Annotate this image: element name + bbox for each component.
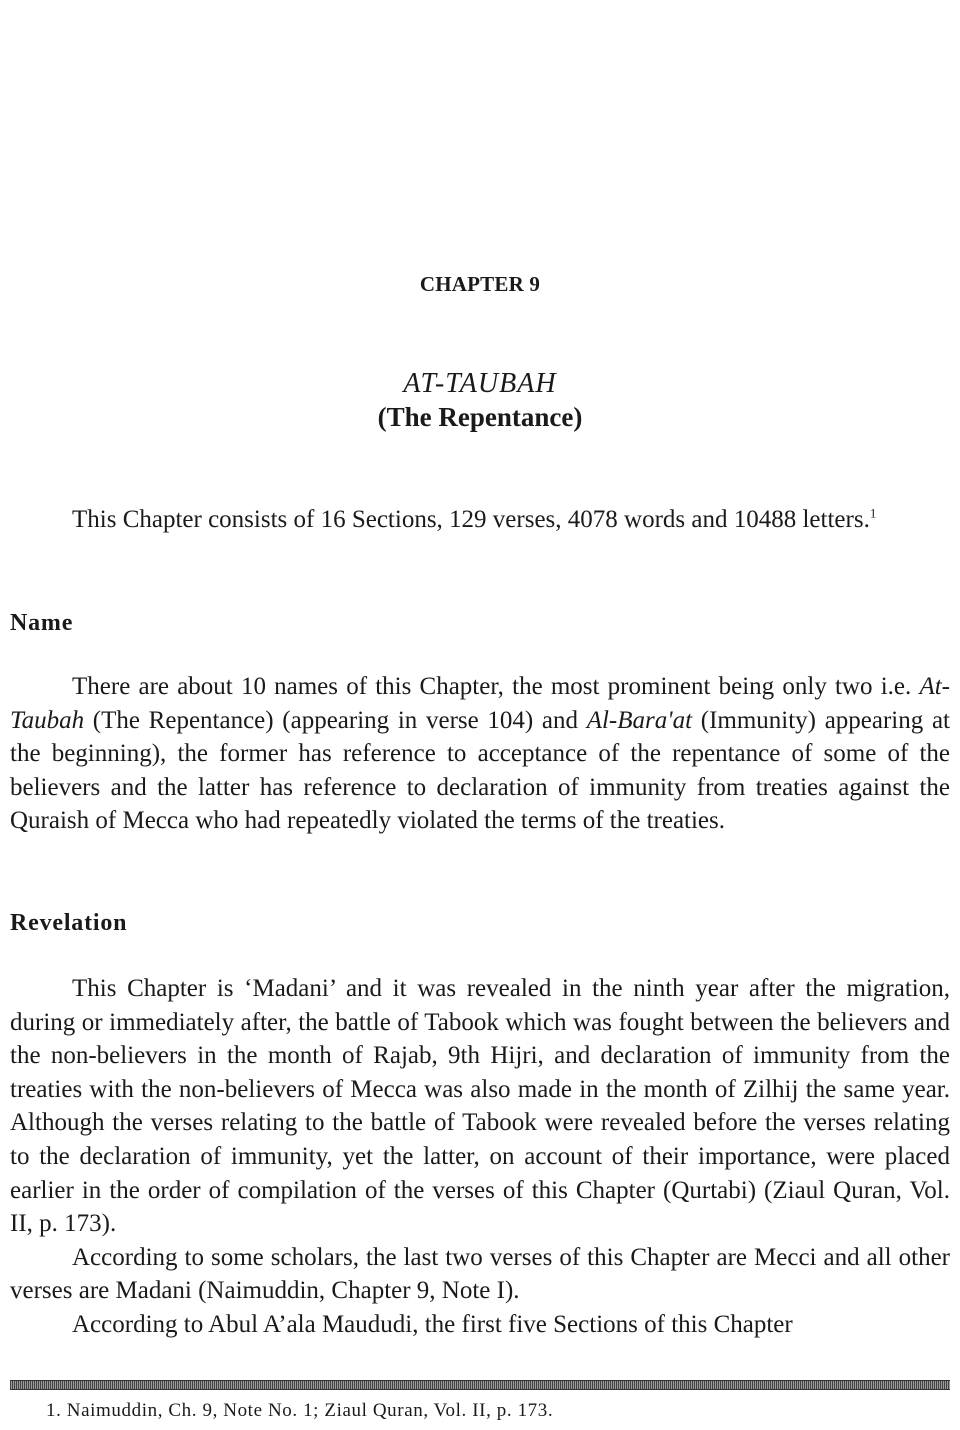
name-text-2: (The Repentance) (appearing in verse 104) and xyxy=(84,706,587,734)
revelation-paragraphs xyxy=(10,972,950,1342)
footnote-marker: 1 xyxy=(869,505,877,521)
chapter-subtitle: (The Repentance) xyxy=(377,402,583,432)
revelation-paragraph-3: According to Abul A’ala Maududi, the first five Sections of this Chapter xyxy=(72,1310,793,1338)
name-al-baraat: Al-Bara'at xyxy=(586,706,693,734)
revelation-paragraph-1: This Chapter is ‘Madani’ and it was revealed in the ninth year after the migration, during or immediately after, the battle of Tabook which was fought between the believers and the non-believers in the month of Rajab, 9th Hijri, and declaration of immunity from the treaties with the non-believers of Mecca was also made in the month of Zilhij the same year. Although the verses relating to the battle of Tabook were revealed before the verses relating to the declaration of immunity, yet the latter, on account of their importance, were placed earlier in the order of compilation of the verses of this Chapter (Qurtabi) (Ziaul Quran, Vol. II, p. 173). xyxy=(10,975,950,1238)
intro-paragraph xyxy=(10,503,950,537)
chapter-label: CHAPTER 9 xyxy=(419,272,541,296)
revelation-paragraph-2: According to some scholars, the last two verses of this Chapter are Mecci and all other verses are Madani (Naimuddin, Chapter 9, Note I). xyxy=(10,1243,950,1305)
footnote: 1. Naimuddin, Ch. 9, Note No. 1; Ziaul Quran, Vol. II, p. 173. xyxy=(46,1400,554,1421)
revelation-heading: Revelation xyxy=(10,910,128,936)
name-at-taubah: At-Taubah xyxy=(10,673,950,734)
name-text-3: (Immunity) appearing at the beginning), the former has reference to acceptance of the repentance of some of the believers and the latter has reference to declaration of immunity from treaties against the Quraish of Mecca who had repeatedly violated the terms of the treaties. xyxy=(10,706,950,835)
name-text-1: There are about 10 names of this Chapter, the most prominent being only two i.e. xyxy=(72,673,920,700)
chapter-title: AT-TAUBAH xyxy=(403,368,557,399)
document-page xyxy=(10,0,950,1430)
name-paragraph xyxy=(10,670,950,838)
footnote-separator xyxy=(10,1380,950,1390)
name-heading: Name xyxy=(10,610,74,636)
intro-text: This Chapter consists of 16 Sections, 129 verses, 4078 words and 10488 letters. xyxy=(72,506,870,533)
